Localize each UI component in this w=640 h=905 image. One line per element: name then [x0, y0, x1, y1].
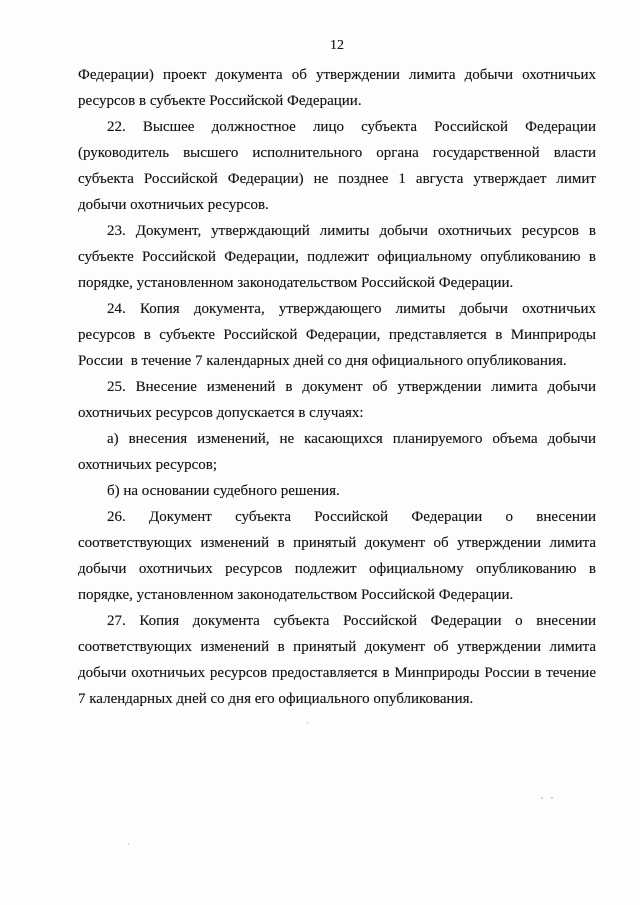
scan-speck: [128, 843, 129, 845]
text-line: 27. Копия документа субъекта Российской Федерации о внесении: [107, 613, 596, 629]
scan-speck: [551, 797, 553, 799]
paragraph-24: [78, 296, 596, 374]
text-line: 23. Документ, утверждающий лимиты добычи охотничьих ресурсов в: [107, 223, 596, 239]
text-line: а) внесения изменений, не касающихся планируемого объема добычи: [107, 431, 596, 447]
text-line: соответствующих изменений в принятый документ об утверждении лимита: [78, 639, 596, 655]
text-line: ресурсов в субъекте Российской Федерации.: [78, 93, 362, 109]
subitem-b: [78, 478, 596, 504]
paragraph-23: [78, 218, 596, 296]
text-line: 7 календарных дней со дня его официального опубликования.: [78, 691, 474, 707]
text-line: соответствующих изменений в принятый документ об утверждении лимита: [78, 535, 596, 551]
text-line: порядке, установленном законодательством Российской Федерации.: [78, 587, 514, 603]
text-line: б) на основании судебного решения.: [107, 483, 340, 499]
paragraph-25: [78, 374, 596, 426]
text-line: субъекта Российской Федерации) не позднее 1 августа утверждает лимит: [78, 171, 596, 187]
document-body: [78, 62, 596, 712]
text-line: охотничьих ресурсов допускается в случаях:: [78, 405, 364, 421]
text-line: ресурсов в субъекте Российской Федерации, представляется в Минприроды: [78, 327, 596, 343]
page-number: 12: [330, 38, 344, 53]
text-line: добычи охотничьих ресурсов подлежит официальному опубликованию в: [78, 561, 596, 577]
text-line: 26. Документ субъекта Российской Федерации о внесении: [107, 509, 596, 525]
text-line: 24. Копия документа, утверждающего лимиты добычи охотничьих: [107, 301, 596, 317]
text-line: субъекте Российской Федерации, подлежит официальному опубликованию в: [78, 249, 596, 265]
text-line: порядке, установленном законодательством Российской Федерации.: [78, 275, 514, 291]
scan-speck: [541, 797, 543, 799]
text-line: добычи охотничьих ресурсов.: [78, 197, 269, 213]
subitem-a: [78, 426, 596, 478]
paragraph-22: [78, 114, 596, 218]
text-line: (руководитель высшего исполнительного органа государственной власти: [78, 145, 596, 161]
paragraph-27: [78, 608, 596, 712]
paragraph-26: [78, 504, 596, 608]
text-line: 22. Высшее должностное лицо субъекта Российской Федерации: [107, 119, 596, 135]
scan-speck: [307, 722, 308, 724]
text-line: добычи охотничьих ресурсов предоставляется в Минприроды России в течение: [78, 665, 596, 681]
text-line: охотничьих ресурсов;: [78, 457, 218, 473]
text-line: Федерации) проект документа об утверждении лимита добычи охотничьих: [78, 67, 596, 83]
text-line: России в течение 7 календарных дней со дня официального опубликования.: [78, 353, 567, 369]
paragraph-continuation: [78, 62, 596, 114]
text-line: 25. Внесение изменений в документ об утверждении лимита добычи: [107, 379, 596, 395]
